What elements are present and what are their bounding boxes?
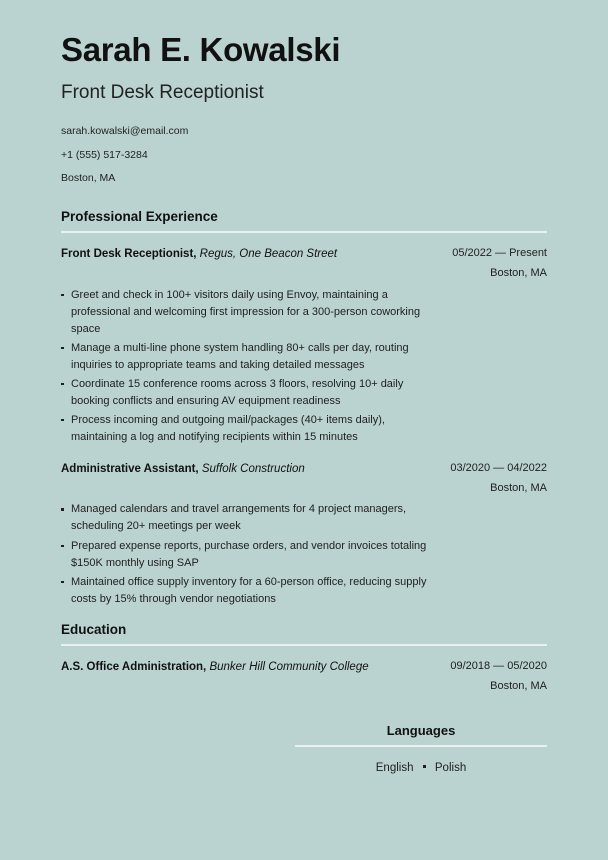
experience-location: Boston, MA <box>490 481 547 494</box>
contact-block <box>61 102 547 197</box>
experience-company: Regus, One Beacon Street <box>199 248 338 260</box>
experience-company: Suffolk Construction <box>201 462 305 475</box>
language-item: Polish <box>434 761 467 774</box>
experience-entry-title <box>61 462 315 476</box>
section-languages <box>295 724 547 774</box>
list-item: Manage a multi-line phone system handling 80+ calls per day, routing inquiries to appropriate teams and taking detailed messages <box>61 340 433 376</box>
candidate-headline: Front Desk Receptionist <box>61 82 264 103</box>
experience-role: Front Desk Receptionist, <box>61 248 197 260</box>
experience-dates: 03/2020 — 04/2022 <box>450 461 547 474</box>
section-heading-education: Education <box>61 621 127 637</box>
list-item: Greet and check in 100+ visitors daily using Envoy, maintaining a professional and welcoming first impression for a 300-person coworking space <box>61 287 433 340</box>
education-entry-meta <box>450 660 547 694</box>
education-entry-title <box>61 660 379 674</box>
experience-entry <box>61 233 547 448</box>
list-item: Maintained office supply inventory for a 60-person office, reducing supply costs by 15% through vendor negotiations <box>61 574 433 610</box>
languages-list <box>295 747 547 774</box>
section-heading-experience: Professional Experience <box>61 208 218 224</box>
list-item: Coordinate 15 conference rooms across 3 floors, resolving 10+ daily booking conflicts and ensuring AV equipment readiness <box>61 376 433 412</box>
list-item: Prepared expense reports, purchase orders, and vendor invoices totaling $150K monthly using SAP <box>61 538 433 574</box>
section-heading-languages: Languages <box>386 722 456 738</box>
section-professional-experience <box>61 197 547 610</box>
education-location: Boston, MA <box>490 679 547 692</box>
experience-bullet-list <box>61 495 433 609</box>
contact-phone[interactable]: +1 (555) 517-3284 <box>61 148 148 161</box>
education-school: Bunker Hill Community College <box>209 661 369 674</box>
bullet-separator-icon <box>417 762 432 774</box>
experience-location: Boston, MA <box>490 266 547 279</box>
experience-bullet-list <box>61 281 433 448</box>
contact-email[interactable]: sarah.kowalski@email.com <box>61 125 189 137</box>
experience-entry-title <box>61 247 347 261</box>
experience-entry-meta <box>450 462 547 496</box>
education-entry-header <box>61 660 547 694</box>
education-dates: 09/2018 — 05/2020 <box>450 660 547 673</box>
experience-role: Administrative Assistant, <box>61 462 199 475</box>
experience-dates: 05/2022 — Present <box>452 247 547 259</box>
experience-entry <box>61 448 547 610</box>
education-degree: A.S. Office Administration, <box>61 661 207 674</box>
education-entry <box>61 646 547 694</box>
section-education <box>61 610 547 694</box>
language-item: English <box>375 761 414 774</box>
experience-entry-header <box>61 247 547 281</box>
list-item: Managed calendars and travel arrangements for 4 project managers, scheduling 20+ meetings per week <box>61 501 433 537</box>
candidate-name: Sarah E. Kowalski <box>61 31 341 68</box>
resume-header <box>61 0 547 197</box>
list-item: Process incoming and outgoing mail/packages (40+ items daily), maintaining a log and notifying recipients within 15 minutes <box>61 412 433 448</box>
experience-entry-meta <box>452 247 547 281</box>
experience-entry-header <box>61 462 547 496</box>
contact-location: Boston, MA <box>61 172 116 184</box>
